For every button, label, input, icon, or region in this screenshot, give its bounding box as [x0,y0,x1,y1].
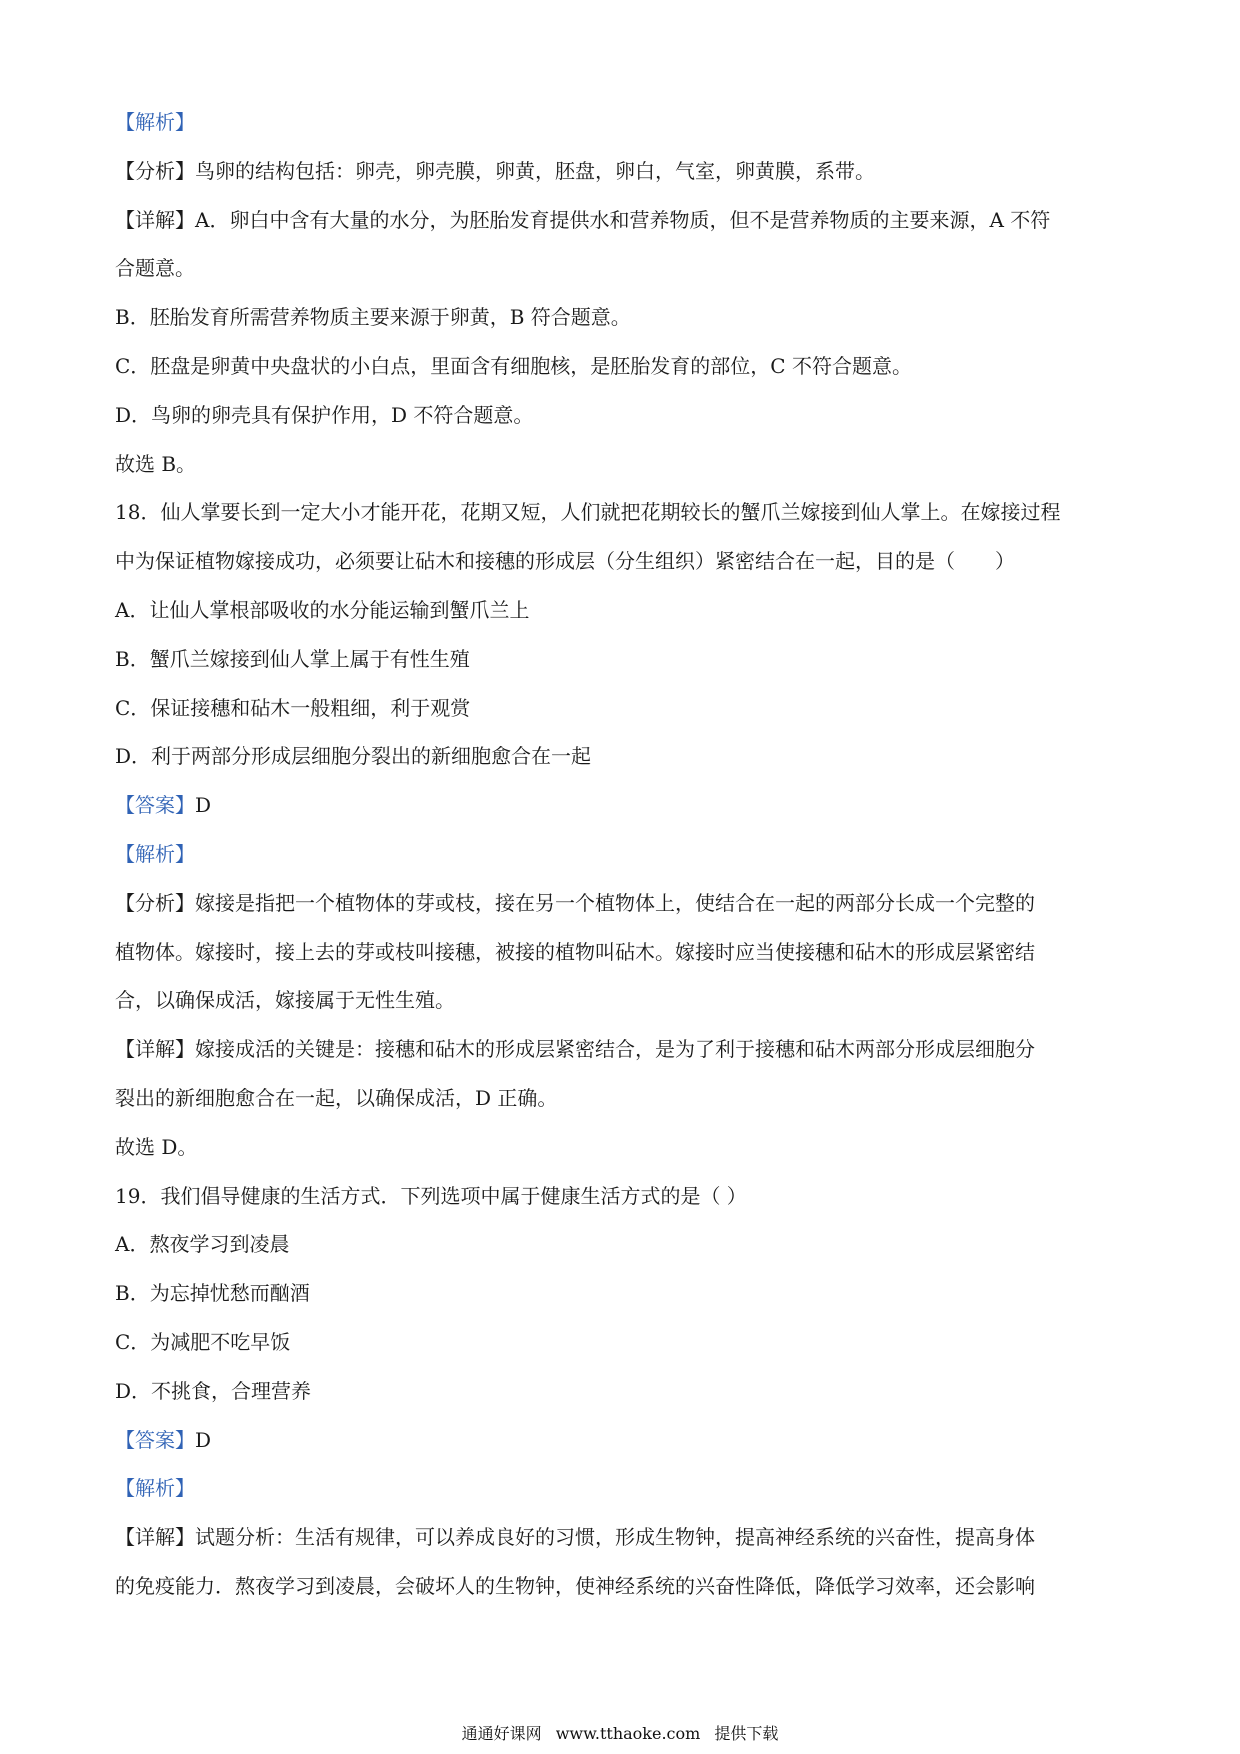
text-line [115,879,1135,928]
line-text: 【详解】A．卵白中含有大量的水分，为胚胎发育提供水和营养物质，但不是营养物质的主要来源，A 不符 [115,207,1051,232]
line-text: B．为忘掉忧愁而酗酒 [115,1281,310,1306]
section-tag: 【解析】 [115,841,195,866]
document-body [115,98,1135,1611]
text-line [115,1269,1135,1318]
text-line [115,342,1135,391]
text-line [115,1074,1135,1123]
text-line [115,1318,1135,1367]
text-line [115,781,1135,830]
text-line [115,1416,1135,1465]
text-line [115,1562,1135,1611]
line-text: 合题意。 [115,256,195,281]
line-text: 的免疫能力．熬夜学习到凌晨，会破坏人的生物钟，使神经系统的兴奋性降低，降低学习效率，还会影响 [115,1573,1035,1598]
section-tag: 【答案】 [115,1427,195,1452]
text-line [115,1172,1135,1221]
line-text: B．蟹爪兰嫁接到仙人掌上属于有性生殖 [115,646,470,671]
text-line [115,976,1135,1025]
line-text: 裂出的新细胞愈合在一起，以确保成活，D 正确。 [115,1085,558,1110]
line-text: A．让仙人掌根部吸收的水分能运输到蟹爪兰上 [115,597,530,622]
text-line [115,1464,1135,1513]
page-footer [0,1724,1240,1744]
line-text: A．熬夜学习到凌晨 [115,1232,290,1257]
text-line [115,440,1135,489]
text-line [115,488,1135,537]
footer-site-name: 通通好课网 [461,1724,542,1743]
text-line [115,98,1135,147]
line-text: C．保证接穗和砧木一般粗细，利于观赏 [115,695,471,720]
line-text: 【分析】嫁接是指把一个植物体的芽或枝，接在另一个植物体上，使结合在一起的两部分长成一个完整的 [115,890,1035,915]
line-text: C．为减肥不吃早饭 [115,1329,291,1354]
line-text: 中为保证植物嫁接成功，必须要让砧木和接穗的形成层（分生组织）紧密结合在一起，目的是（ ） [115,549,1015,574]
line-text: D [195,1427,212,1452]
text-line [115,684,1135,733]
line-text: 故选 D。 [115,1134,198,1159]
line-text: 18．仙人掌要长到一定大小才能开花，花期又短，人们就把花期较长的蟹爪兰嫁接到仙人掌上。在嫁接过程 [115,500,1061,525]
text-line [115,635,1135,684]
text-line [115,1367,1135,1416]
line-text: C．胚盘是卵黄中央盘状的小白点，里面含有细胞核，是胚胎发育的部位，C 不符合题意。 [115,353,912,378]
section-tag: 【解析】 [115,110,195,134]
line-text: 合，以确保成活，嫁接属于无性生殖。 [115,988,455,1013]
text-line [115,928,1135,977]
section-tag: 【答案】 [115,793,195,818]
line-text: 【详解】嫁接成活的关键是：接穗和砧木的形成层紧密结合，是为了利于接穗和砧木两部分形成层细胞分 [115,1037,1035,1062]
text-line [115,244,1135,293]
text-line [115,147,1135,196]
line-text: 植物体。嫁接时，接上去的芽或枝叫接穗，被接的植物叫砧木。嫁接时应当使接穗和砧木的形成层紧密结 [115,939,1035,964]
text-line [115,537,1135,586]
text-line [115,1123,1135,1172]
text-line [115,391,1135,440]
text-line [115,196,1135,245]
text-line [115,1220,1135,1269]
line-text: D．不挑食，合理营养 [115,1378,312,1403]
text-line [115,293,1135,342]
line-text: D．鸟卵的卵壳具有保护作用，D 不符合题意。 [115,402,534,427]
line-text: 【分析】鸟卵的结构包括：卵壳，卵壳膜，卵黄，胚盘，卵白，气室，卵黄膜，系带。 [115,158,875,183]
line-text: D [195,793,212,818]
text-line [115,1025,1135,1074]
line-text: 19．我们倡导健康的生活方式．下列选项中属于健康生活方式的是（ ） [115,1183,747,1208]
text-line [115,830,1135,879]
section-tag: 【解析】 [115,1476,195,1501]
text-line [115,732,1135,781]
footer-action: 提供下载 [714,1724,779,1743]
line-text: B．胚胎发育所需营养物质主要来源于卵黄，B 符合题意。 [115,305,631,330]
text-line [115,586,1135,635]
line-text: D．利于两部分形成层细胞分裂出的新细胞愈合在一起 [115,744,592,769]
footer-url[interactable]: www.tthaoke.com [555,1724,701,1743]
text-line [115,1513,1135,1562]
line-text: 【详解】试题分析：生活有规律，可以养成良好的习惯，形成生物钟，提高神经系统的兴奋性，提高身体 [115,1525,1035,1550]
line-text: 故选 B。 [115,451,197,476]
